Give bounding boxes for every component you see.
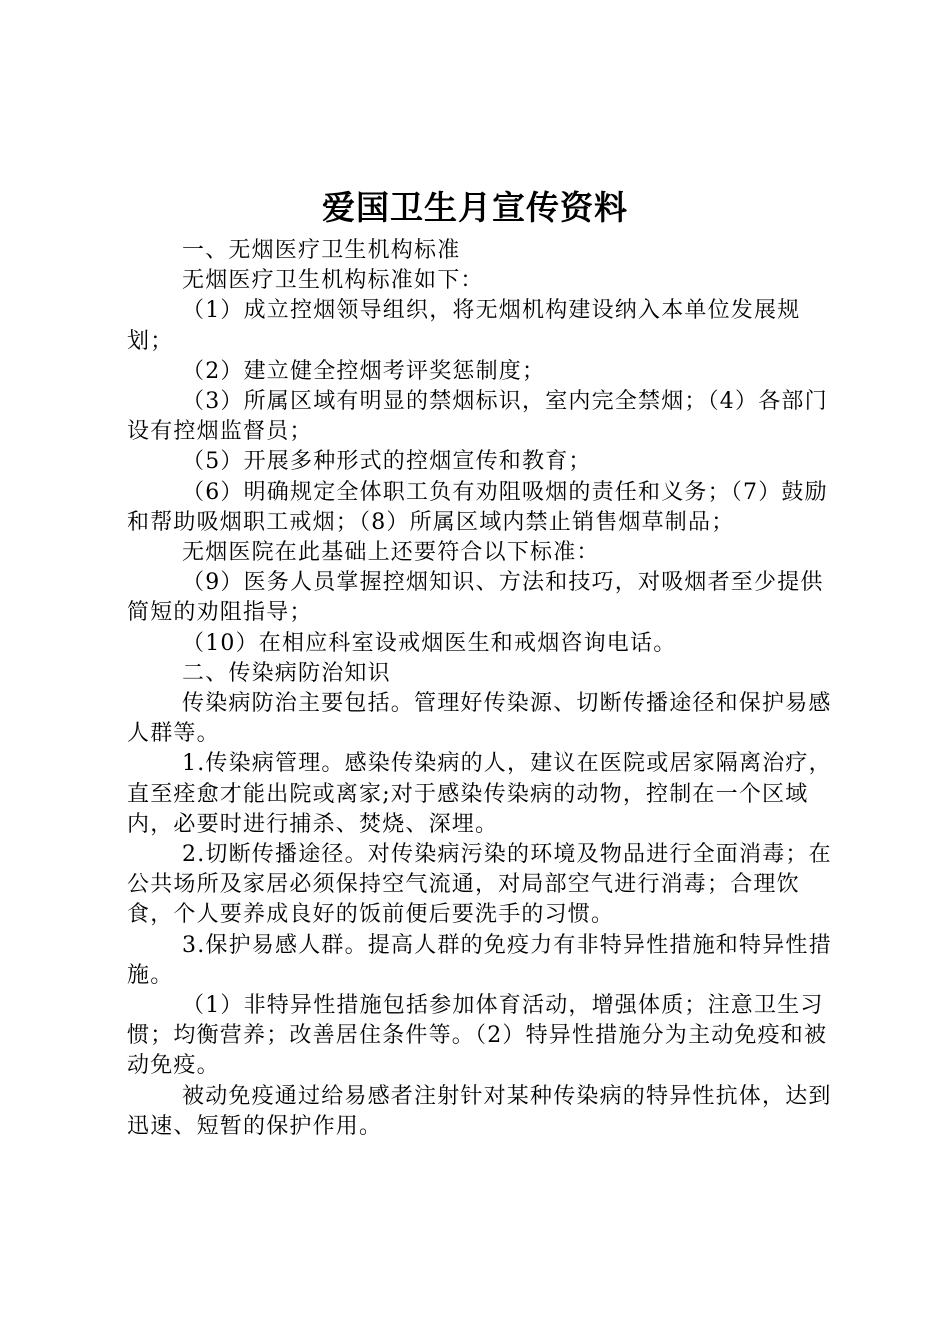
body-paragraph: 传染病防治主要包括。管理好传染源、切断传播途径和保护易感人群等。 (127, 691, 832, 747)
section-heading: 一、无烟医疗卫生机构标准 (182, 238, 461, 263)
body-paragraph: 被动免疫通过给易感者注射针对某种传染病的特异性抗体，达到迅速、短暂的保护作用。 (127, 1083, 832, 1139)
body-paragraph: 无烟医疗卫生机构标准如下： (182, 268, 484, 294)
list-item: （2）建立健全控烟考评奖惩制度； (182, 358, 546, 384)
section-heading: 二、传染病防治知识 (182, 660, 391, 686)
list-item: （1）成立控烟领导组织，将无烟机构建设纳入本单位发展规划； (127, 298, 801, 354)
body-paragraph: 无烟医院在此基础上还要符合以下标准： (182, 540, 600, 566)
list-item: （5）开展多种形式的控烟宣传和教育； (182, 449, 592, 475)
document-title: 爱国卫生月宣传资料 (322, 188, 628, 227)
document-body (127, 236, 833, 1142)
body-paragraph: （1）非特异性措施包括参加体育活动，增强体质；注意卫生习惯；均衡营养；改善居住条件等。（2）特异性措施分为主动免疫和被动免疫。 (127, 993, 828, 1079)
list-item: （3）所属区域有明显的禁烟标识，室内完全禁烟；（4）各部门设有控烟监督员； (127, 389, 828, 445)
list-item: （9）医务人员掌握控烟知识、方法和技巧，对吸烟者至少提供简短的劝阻指导； (127, 570, 824, 626)
list-item: （10）在相应科室设戒烟医生和戒烟咨询电话。 (182, 630, 677, 656)
body-paragraph: 3.保护易感人群。提高人群的免疫力有非特异性措施和特异性措施。 (127, 932, 832, 988)
body-paragraph: 2.切断传播途径。对传染病污染的环境及物品进行全面消毒；在公共场所及家居必须保持空气流通，对局部空气进行消毒；合理饮食，个人要养成良好的饭前便后要洗手的习惯。 (127, 842, 832, 928)
body-paragraph: 1.传染病管理。感染传染病的人，建议在医院或居家隔离治疗，直至痊愈才能出院或离家;对于感染传染病的动物，控制在一个区域内，必要时进行捕杀、焚烧、深埋。 (127, 751, 832, 837)
list-item: （6）明确规定全体职工负有劝阻吸烟的责任和义务；（7）鼓励和帮助吸烟职工戒烟；（8）所属区域内禁止销售烟草制品； (127, 479, 828, 535)
